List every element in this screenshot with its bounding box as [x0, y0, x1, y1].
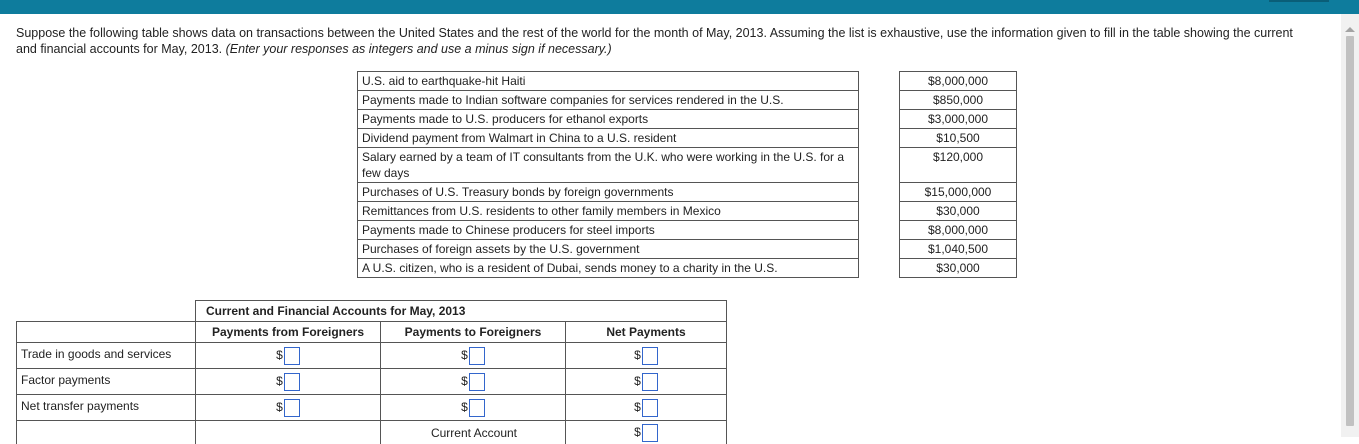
net-payments-input-group — [634, 399, 658, 417]
transaction-row — [358, 259, 1017, 278]
question-prompt — [16, 25, 1316, 57]
transaction-gap — [859, 148, 900, 183]
question-instruction: (Enter your responses as integers and use a minus sign if necessary.) — [226, 42, 612, 56]
accounts-row — [17, 343, 727, 369]
scrollbar-thumb[interactable] — [1346, 36, 1354, 426]
transaction-gap — [859, 221, 900, 240]
vertical-scrollbar[interactable] — [1341, 14, 1359, 437]
transaction-row — [358, 183, 1017, 202]
accounts-cell — [566, 369, 727, 395]
dollar-sign: $ — [634, 399, 641, 415]
payments-from-input-group — [276, 399, 300, 417]
transaction-description: Dividend payment from Walmart in China to a U.S. resident — [358, 129, 859, 148]
transaction-row — [358, 91, 1017, 110]
accounts-cell — [381, 343, 566, 369]
transaction-description: Payments made to U.S. producers for ethanol exports — [358, 110, 859, 129]
transaction-amount: $15,000,000 — [900, 183, 1017, 202]
current-account-blank — [196, 421, 381, 444]
transaction-row — [358, 221, 1017, 240]
accounts-cell — [196, 369, 381, 395]
transaction-row — [358, 240, 1017, 259]
question-text: Suppose the following table shows data on transactions between the United States and the rest of the world for the month of May, 2013. Assuming the list is exhaustive, use the information given to fill in the table showing the current and financial accounts for May, 2013. — [16, 26, 1293, 56]
transaction-amount: $10,500 — [900, 129, 1017, 148]
dollar-sign: $ — [461, 347, 468, 363]
transaction-gap — [859, 91, 900, 110]
dollar-sign: $ — [634, 373, 641, 389]
transaction-description: A U.S. citizen, who is a resident of Dubai, sends money to a charity in the U.S. — [358, 259, 859, 278]
dollar-sign: $ — [276, 399, 283, 415]
top-bar-tab — [1269, 0, 1329, 2]
accounts-row-label: Net transfer payments — [17, 395, 196, 421]
accounts-row — [17, 395, 727, 421]
transaction-description: Purchases of foreign assets by the U.S. government — [358, 240, 859, 259]
payments-to-input-group — [461, 399, 485, 417]
dollar-sign: $ — [634, 424, 641, 440]
transaction-row — [358, 148, 1017, 183]
net-payments-input-group — [634, 347, 658, 365]
transaction-description: U.S. aid to earthquake-hit Haiti — [358, 72, 859, 91]
header-net-payments: Net Payments — [566, 322, 727, 343]
top-bar — [0, 0, 1359, 14]
transaction-row — [358, 202, 1017, 221]
transaction-amount: $8,000,000 — [900, 72, 1017, 91]
transaction-gap — [859, 240, 900, 259]
payments-from-input-group — [276, 373, 300, 391]
accounts-table — [16, 300, 727, 444]
transaction-amount: $8,000,000 — [900, 221, 1017, 240]
net-payments-input[interactable] — [642, 347, 658, 365]
transaction-amount: $30,000 — [900, 202, 1017, 221]
accounts-table-title: Current and Financial Accounts for May, 2013 — [196, 301, 727, 322]
transaction-gap — [859, 110, 900, 129]
dollar-sign: $ — [461, 373, 468, 389]
dollar-sign: $ — [276, 347, 283, 363]
transaction-description: Purchases of U.S. Treasury bonds by foreign governments — [358, 183, 859, 202]
accounts-row — [17, 369, 727, 395]
accounts-cell — [196, 395, 381, 421]
payments-to-input[interactable] — [469, 373, 485, 391]
transaction-description: Payments made to Indian software companies for services rendered in the U.S. — [358, 91, 859, 110]
transaction-amount: $30,000 — [900, 259, 1017, 278]
transactions-table — [357, 71, 1017, 278]
transaction-amount: $850,000 — [900, 91, 1017, 110]
transaction-gap — [859, 259, 900, 278]
dollar-sign: $ — [276, 373, 283, 389]
current-account-input[interactable] — [642, 424, 658, 442]
transaction-row — [358, 72, 1017, 91]
current-account-blank — [17, 421, 196, 444]
transaction-description: Payments made to Chinese producers for steel imports — [358, 221, 859, 240]
accounts-row-label: Factor payments — [17, 369, 196, 395]
transaction-row — [358, 129, 1017, 148]
net-payments-input[interactable] — [642, 373, 658, 391]
payments-to-input[interactable] — [469, 399, 485, 417]
current-account-label: Current Account — [381, 421, 566, 444]
payments-from-input-group — [276, 347, 300, 365]
net-payments-input-group — [634, 373, 658, 391]
transaction-gap — [859, 183, 900, 202]
dollar-sign: $ — [634, 347, 641, 363]
accounts-row-label: Trade in goods and services — [17, 343, 196, 369]
transaction-gap — [859, 202, 900, 221]
accounts-cell — [566, 343, 727, 369]
transaction-description: Remittances from U.S. residents to other family members in Mexico — [358, 202, 859, 221]
current-account-row — [17, 421, 727, 444]
payments-from-input[interactable] — [284, 347, 300, 365]
payments-to-input[interactable] — [469, 347, 485, 365]
payments-from-input[interactable] — [284, 399, 300, 417]
transaction-description: Salary earned by a team of IT consultants from the U.K. who were working in the U.S. for a few days — [358, 148, 859, 183]
accounts-cell — [566, 395, 727, 421]
scroll-up-arrow-icon[interactable] — [1345, 27, 1355, 32]
dollar-sign: $ — [461, 399, 468, 415]
net-payments-input[interactable] — [642, 399, 658, 417]
accounts-header-blank — [17, 322, 196, 343]
accounts-cell — [381, 395, 566, 421]
header-payments-from-foreigners: Payments from Foreigners — [196, 322, 381, 343]
current-account-cell — [566, 421, 727, 444]
transaction-amount: $1,040,500 — [900, 240, 1017, 259]
accounts-cell — [196, 343, 381, 369]
transaction-amount: $120,000 — [900, 148, 1017, 183]
accounts-cell — [381, 369, 566, 395]
transaction-gap — [859, 72, 900, 91]
transaction-row — [358, 110, 1017, 129]
payments-to-input-group — [461, 373, 485, 391]
transaction-gap — [859, 129, 900, 148]
current-account-input-group — [634, 424, 658, 442]
payments-from-input[interactable] — [284, 373, 300, 391]
transaction-amount: $3,000,000 — [900, 110, 1017, 129]
accounts-table-corner — [17, 301, 196, 322]
header-payments-to-foreigners: Payments to Foreigners — [381, 322, 566, 343]
payments-to-input-group — [461, 347, 485, 365]
